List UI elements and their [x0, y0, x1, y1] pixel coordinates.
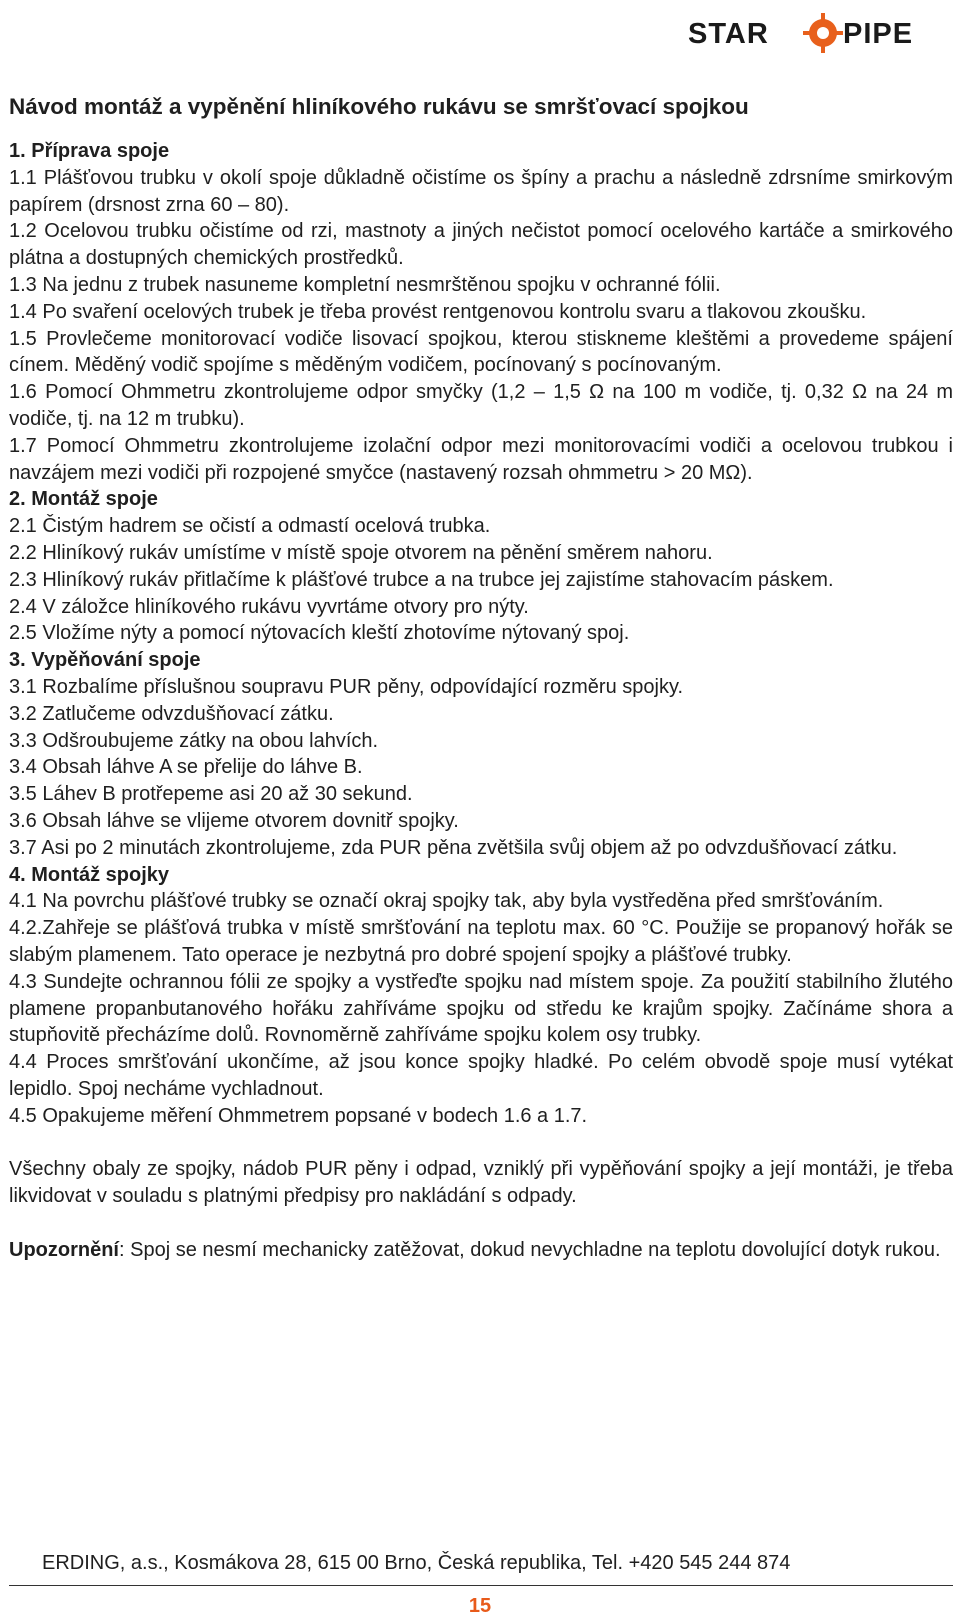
warning-label: Upozornění [9, 1238, 119, 1261]
document-title: Návod montáž a vypěnění hliníkového rukávu se smršťovací spojkou [9, 94, 749, 119]
instruction-step: 2.2 Hliníkový rukáv umístíme v místě spoje otvorem na pěnění směrem nahoru. [9, 541, 713, 564]
instruction-step: 3.7 Asi po 2 minutách zkontrolujeme, zda PUR pěna zvětšila svůj objem až po odvzdušňovací zátku. [9, 836, 898, 859]
instruction-step: 4.5 Opakujeme měření Ohmmetrem popsané v bodech 1.6 a 1.7. [9, 1104, 588, 1127]
warning-note [9, 1237, 953, 1264]
instruction-step: 1.6 Pomocí Ohmmetru zkontrolujeme odpor smyčky (1,2 – 1,5 Ω na 100 m vodiče, tj. 0,32 Ω na 24 m vodiče, tj. na 12 m trubku). [9, 381, 953, 430]
footer-divider [9, 1585, 953, 1586]
instruction-step: 3.6 Obsah láhve se vlijeme otvorem dovnitř spojky. [9, 809, 459, 832]
instruction-step: 3.5 Láhev B protřepeme asi 20 až 30 sekund. [9, 783, 413, 806]
logo-star-icon [803, 13, 843, 53]
page-number: 15 [468, 1595, 492, 1617]
document-body [9, 94, 953, 1263]
section-heading: 3. Vypěňování spoje [9, 649, 201, 672]
instruction-step: 1.4 Po svaření ocelových trubek je třeba provést rentgenovou kontrolu svaru a tlakovou zkoušku. [9, 300, 867, 323]
instruction-step: 1.3 Na jednu z trubek nasuneme kompletní nesmrštěnou spojku v ochranné fólii. [9, 273, 721, 296]
section-heading: 1. Příprava spoje [9, 140, 170, 162]
logo-text-right: PIPE [843, 18, 914, 50]
instruction-step: 3.4 Obsah láhve A se přelije do láhve B. [9, 756, 363, 779]
starpipe-logo [688, 12, 948, 56]
instruction-step: 4.2.Zahřeje se plášťová trubka v místě smršťování na teplotu max. 60 °C. Použije se propanový hořák se slabým plamenem. Tato operace je nezbytná pro dobré spojení spojky a plášťové trubky. [9, 917, 953, 966]
instruction-step: 2.4 V záložce hliníkového rukávu vyvrtáme otvory pro nýty. [9, 595, 529, 618]
instruction-step: 1.1 Plášťovou trubku v okolí spoje důkladně očistíme os špíny a prachu a následně zdrsníme smirkovým papírem (drsnost zrna 60 – 80). [9, 166, 953, 216]
instruction-step: 1.5 Provlečeme monitorovací vodiče lisovací spojkou, kterou stiskneme kleštěmi a provedeme spájení cínem. Měděný vodič spojíme s měděným vodičem, pocínovaný s pocínovaným. [9, 327, 953, 377]
section-heading: 4. Montáž spojky [9, 863, 170, 886]
instruction-step: 2.1 Čistým hadrem se očistí a odmastí ocelová trubka. [9, 515, 491, 538]
disposal-note: Všechny obaly ze spojky, nádob PUR pěny i odpad, vzniklý při vypěňování spojky a její montáži, je třeba likvidovat v souladu s platnými předpisy pro nakládání s odpady. [9, 1158, 953, 1208]
instruction-step: 4.3 Sundejte ochrannou fólii ze spojky a vystřeďte spojku nad místem spoje. Za použití stabilního žlutého plamene propanbutanového hořáku zahříváme spojku od středu ke krajům spojky. Začínáme shora a stupňovitě přecházíme dolů. Rovnoměrně zahříváme spojku kolem osy trubky. [9, 970, 953, 1047]
instruction-step: 3.2 Zatlučeme odvzdušňovací zátku. [9, 702, 334, 725]
footer-company: ERDING, a.s., Kosmákova 28, 615 00 Brno, Česká republika, Tel. +420 545 244 874 [42, 1552, 791, 1574]
warning-text: : Spoj se nesmí mechanicky zatěžovat, dokud nevychladne na teplotu dovolující dotyk rukou. [119, 1238, 941, 1261]
instruction-step: 2.3 Hliníkový rukáv přitlačíme k plášťové trubce a na trubce jej zajistíme stahovacím páskem. [9, 568, 834, 591]
logo-text-left: STAR [688, 18, 769, 50]
instruction-step: 1.7 Pomocí Ohmmetru zkontrolujeme izolační odpor mezi monitorovacími vodiči a ocelovou trubkou i navzájem mezi vodiči při rozpojené smyčce (nastavený rozsah ohmmetru > 20 MΩ). [9, 434, 953, 484]
instruction-step: 1.2 Ocelovou trubku očistíme od rzi, mastnoty a jiných nečistot pomocí ocelového kartáče a smirkového plátna a dostupných chemických prostředků. [9, 220, 953, 270]
instruction-step: 3.1 Rozbalíme příslušnou soupravu PUR pěny, odpovídající rozměru spojky. [9, 675, 684, 698]
section-heading: 2. Montáž spoje [9, 488, 158, 511]
instruction-step: 3.3 Odšroubujeme zátky na obou lahvích. [9, 729, 379, 752]
instruction-step: 4.1 Na povrchu plášťové trubky se označí okraj spojky tak, aby byla vystředěna před smršťováním. [9, 890, 884, 913]
instruction-step: 4.4 Proces smršťování ukončíme, až jsou konce spojky hladké. Po celém obvodě spoje musí vytékat lepidlo. Spoj necháme vychladnout. [9, 1051, 953, 1100]
instruction-step: 2.5 Vložíme nýty a pomocí nýtovacích kleští zhotovíme nýtovaný spoj. [9, 622, 630, 645]
instructions [9, 138, 953, 1129]
